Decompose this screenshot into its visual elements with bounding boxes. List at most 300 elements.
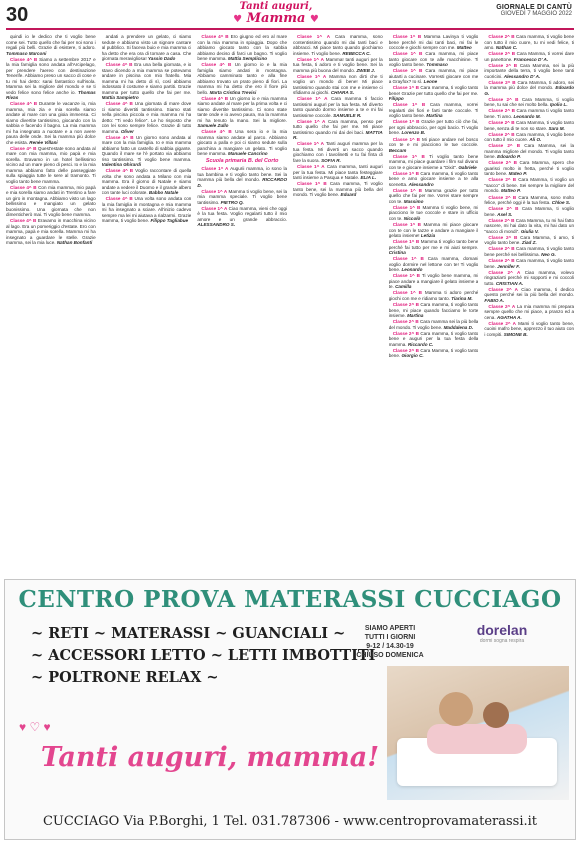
message-signature: SAMUELE R. bbox=[333, 112, 362, 118]
message-signature: Massimo bbox=[403, 198, 424, 204]
message-text: Cara mamma, ti voglio tanto bene e auguri per la tua festa della mamma. bbox=[388, 330, 479, 347]
class-label: Classe 2^ B bbox=[488, 160, 517, 166]
message-text: Mamma non dirti che ti voglio un mondo di bene! Mi piace tantissimo quando stai con me e insieme ci sfidiamo ai giochi. bbox=[293, 73, 383, 96]
message-signature: Sara M. bbox=[548, 125, 565, 131]
message-text: Un giorno sono andata al mare con la mia famiglia. Io e mia mamma abbiamo fatto un castello di sabbia gigante. Quando il mare se l'è portato via abbiamo riso tantissimo. Ti voglio bene mamma. bbox=[101, 134, 192, 162]
message bbox=[389, 119, 479, 136]
message-text: Eravamo in macchina vicino al lago. Era un pomeriggio d'estate. Ero con mamma, papà e mia sorella. Mamma mi ha insegnato a guardare le stelle. Grazie mamma, sei la mia luce. bbox=[6, 218, 96, 246]
message bbox=[389, 137, 479, 154]
message bbox=[484, 287, 574, 304]
opening-hours-line: TUTTI I GIORNI bbox=[364, 634, 416, 641]
class-label: Classe 1^ A bbox=[297, 141, 325, 147]
message bbox=[389, 348, 479, 359]
message-signature: Niccolò bbox=[403, 215, 421, 221]
message-signature: Alessandro bbox=[408, 181, 434, 187]
class-label: Classe 1^ B bbox=[392, 204, 421, 210]
message-text: Augurii mamma, io sono la tua bambina e ti voglio tanto bene. Sei la mamma più bella del mondo. bbox=[197, 166, 288, 183]
message-signature: Giorgio C. bbox=[401, 353, 424, 359]
message bbox=[484, 270, 574, 287]
heart-icon: ♥ bbox=[233, 14, 243, 25]
section-logo bbox=[216, 1, 336, 27]
class-label: Classe 1^ B bbox=[392, 51, 423, 57]
page-header bbox=[0, 0, 580, 30]
message bbox=[293, 119, 383, 141]
message-signature: Edoardo P. bbox=[497, 154, 521, 160]
message bbox=[197, 129, 287, 157]
message bbox=[6, 146, 96, 185]
class-label: Classe 1^ A bbox=[297, 56, 324, 62]
message bbox=[197, 166, 287, 188]
class-label: Classe 2^ B bbox=[488, 62, 518, 68]
class-label: Classe 1^ B bbox=[392, 256, 424, 262]
class-label: Classe 2^ B bbox=[488, 143, 521, 149]
message-text: Cara Mamma, ti adoro, sei la mamma più dolce del mondo. bbox=[484, 79, 575, 91]
class-label: Classe 2^ B bbox=[488, 246, 515, 252]
message-signature: Francesco D' A. bbox=[513, 56, 549, 62]
advertisement bbox=[4, 579, 576, 840]
message-text: Una volta sono andata con la mia famiglia in montagna e mia mamma mi ha insegnato a sciare. All'inizio cadevo sempre ma lei mi aiutava a rialzarmi. Grazie mamma, ti voglio bene. bbox=[101, 196, 192, 224]
message-text: Cara Mamma, spero che guarisci molto in fretta, perché ti voglio tanto bene. bbox=[484, 160, 575, 177]
message-signature: Oliver bbox=[120, 128, 134, 134]
message bbox=[389, 68, 479, 85]
hearts-decoration-icon: ♥ ♡ ♥ bbox=[19, 720, 51, 734]
message bbox=[389, 34, 479, 51]
message-text: andati a prendere un gelato, ci siamo sedute e abbiamo visto un signore cantare al pubblico. Si faceva buio e mia mamma ci ha detto che era ora di tornare a casa. Che giornata meravigliosa! bbox=[101, 34, 192, 61]
message-signature: Eduard bbox=[340, 192, 357, 198]
message-signature: Tiarina M. bbox=[451, 295, 473, 301]
message-signature: Riccardo C. bbox=[407, 341, 434, 347]
class-label: Classe 1^ B bbox=[392, 85, 419, 91]
ad-greeting: Tanti auguri, mamma! bbox=[40, 742, 380, 773]
message-signature: Renée Villani bbox=[29, 139, 58, 145]
message-text: Mamma ti voglio bene, sei la mia mamma speciale. Ti voglio bene tantissimo. bbox=[197, 188, 288, 205]
class-label: Classe 1^ B bbox=[297, 181, 327, 187]
message-signature: Tommaso Marconi bbox=[6, 50, 47, 56]
message bbox=[6, 34, 96, 56]
message bbox=[389, 239, 479, 256]
message-text: Grazie per tutto ciò che fai, per ogni abbraccio, per ogni bacio. Ti voglio bene. bbox=[388, 119, 479, 136]
logo-line-2-text: Mamma bbox=[246, 11, 306, 26]
class-label: Classe 1^ B bbox=[392, 153, 425, 159]
class-label: Classe 2^ B bbox=[488, 79, 516, 85]
person-shape bbox=[439, 692, 473, 726]
message-signature: Babbo Natale bbox=[148, 190, 179, 196]
class-label: Classe 2^ A bbox=[488, 269, 521, 275]
column-3 bbox=[197, 34, 287, 574]
message-text: Cara mamma, sono contentissimo quando mi dai tanti baci e abbracci. Mi piace tanto quando giochiamo insieme. Ti voglio bene. bbox=[293, 34, 383, 56]
message-signature: Nathan Bonfanti bbox=[56, 240, 93, 246]
message-signature: Martina bbox=[407, 313, 424, 318]
message-signature: Letizia bbox=[420, 233, 436, 239]
class-label: Classe 2^ B bbox=[392, 302, 419, 307]
message bbox=[389, 273, 479, 290]
message bbox=[484, 258, 574, 269]
class-label: Classe 1^ B bbox=[392, 119, 420, 125]
message-text: Mamma grazie per tutto quello che fai per me. Vorrei stare sempre con te. bbox=[388, 187, 479, 204]
message-signature: ELIA L. bbox=[360, 175, 377, 181]
message-text: Mamma ti voglio tanto bene perché fai tutto per me e mi aiuti sempre. bbox=[388, 239, 479, 250]
message-signature: Beccam bbox=[388, 147, 407, 153]
class-label: Classe 4^ B bbox=[10, 145, 37, 151]
message-text: Cara mamma, tanti auguri per la tua festa. Mi piace tanta festeggiare tanti insieme a Pasqua e Natale. bbox=[293, 164, 383, 181]
class-label: Classe 2^ B bbox=[488, 34, 515, 39]
message bbox=[197, 96, 287, 129]
newspaper-name: GIORNALE DI CANTÙ bbox=[496, 4, 572, 11]
message-text: Era una bella giornata, e io stavo dicendo a mia mamma se potevamo andare in piscina con mio fratello. Mia mamma mi ha detto di sì, così abbiamo indossato il costume e siamo partiti. Grazie mamma per tutto quello che fai per me. bbox=[101, 62, 192, 95]
class-label: Classe 2^ B bbox=[488, 234, 518, 240]
message-text: Cara Mamma, ti vorrei dare un panettone. bbox=[484, 51, 575, 62]
class-label: Classe 1^ A bbox=[297, 118, 326, 124]
message bbox=[197, 62, 287, 95]
class-label: Classe 4^ B bbox=[201, 34, 229, 39]
message-text: Cara Mamma, ti voglio bene. bbox=[484, 206, 575, 217]
class-label: Classe 1^ B bbox=[392, 102, 426, 108]
child-shape bbox=[483, 702, 509, 728]
message bbox=[102, 101, 192, 134]
message-text: Un giorno io e mia mamma siamo andate al mare per la prima volta e ci siamo divertite tantissimo. Ci sono state tante onde e io avevo paura, ma la mamma mi ha tenuto la mano. Sei la migliore. bbox=[197, 95, 288, 123]
message bbox=[197, 189, 287, 206]
header-divider bbox=[6, 28, 574, 30]
ad-category-line: ~ RETI ~ MATERASSI ~ GUANCIALI ~ bbox=[31, 625, 346, 642]
class-label: Classe 4^ B bbox=[201, 129, 232, 135]
class-label: Classe 2^ B bbox=[392, 319, 419, 325]
message-text: Ti voglio bene mamma, mi piace andare a mangiare il gelato insieme a te. bbox=[388, 273, 479, 290]
message-signature: ZWEB J. bbox=[356, 67, 375, 73]
message bbox=[293, 141, 383, 163]
message-text: Mamma! tanti auguri per la tua festa, ti adoro e ti voglio bene. Sei la mamma più buona del mondo. bbox=[293, 56, 383, 73]
message-signature: Marta Cristina Trevisi bbox=[209, 89, 257, 95]
message-text: Cara Mamma, ti voglio bene, tu sai che sei molto bella. bbox=[484, 96, 575, 108]
message-signature: Maddalena D. bbox=[443, 324, 474, 330]
message-signature: PIETRO Q. bbox=[220, 199, 244, 205]
message bbox=[484, 108, 574, 119]
ad-categories bbox=[31, 623, 376, 689]
class-label: Classe 1^ A bbox=[297, 164, 325, 170]
message-text: Ciao mamma, ti dedico questo perché sei la più bella del mondo. bbox=[484, 286, 575, 298]
class-label: Classe 4^ B bbox=[10, 218, 37, 224]
message-text: Con mia mamma, mio papà e mia sorella siamo andati in Trentino a fare un giro in montagna. Abbiamo visto un lago bellissimo e mangiato un gelato buonissimo. Una giornata che non dimenticherò mai. Ti voglio bene mamma. bbox=[6, 184, 96, 218]
class-label: Classe 4^ B bbox=[201, 95, 229, 101]
message bbox=[484, 120, 574, 131]
message bbox=[293, 181, 383, 198]
class-label: Classe 4^ B bbox=[201, 62, 232, 68]
message-text: Mamma ti adoro perché giochi con me e ridiamo tanto. bbox=[388, 290, 479, 301]
message-signature: Neo G. bbox=[541, 251, 556, 257]
message bbox=[484, 160, 574, 177]
column-5 bbox=[389, 34, 479, 574]
message-signature: Gabriele bbox=[458, 164, 477, 170]
message bbox=[484, 177, 574, 194]
message-signature: Tommaso bbox=[426, 62, 448, 68]
ad-category-line: ~ POLTRONE RELAX ~ bbox=[31, 669, 219, 686]
message bbox=[197, 206, 287, 228]
class-label: Classe 4^ B bbox=[105, 134, 134, 140]
ad-category-line: ~ ACCESSORI LETTO ~ LETTI IMBOTTITI bbox=[31, 647, 376, 664]
logo-line-2 bbox=[216, 12, 336, 26]
message-signature: Leonardo M. bbox=[513, 113, 541, 119]
family-photo bbox=[387, 666, 569, 800]
message-text: Cara mamma, mi piace aiutarti a cucinare. Vorresti giocare con me a Grayfox? Io sì. bbox=[388, 68, 479, 85]
class-label: Classe 1^ A bbox=[201, 205, 228, 211]
message-text: Ciao mamma, vieni che oggi è la tua festa. Voglio regalarti tutto il mio amore e un grande abbraccio. bbox=[197, 205, 288, 222]
message-signature: Axel S. bbox=[497, 211, 513, 217]
message bbox=[484, 34, 574, 51]
message-text: Quest'estate sono andata al mare con mia mamma, mio papà e mia sorella. Eravamo in un hotel bellissimo vicino ad un mare pieno di pesci. Io e la mia mamma abbiamo fatto delle passeggiate sulla spiaggia tutte le sere al tramonto. Ti voglio tanto bene mamma. bbox=[6, 145, 96, 184]
message bbox=[389, 188, 479, 205]
message bbox=[102, 34, 192, 62]
message bbox=[484, 218, 574, 235]
message-text: quindi io le dedico che ti voglio bene come sei. Tutto quello che fai per noi sono i regali più belli. Grazie di esistere, ti adoro. bbox=[6, 34, 96, 50]
class-label: Classe 2^ B bbox=[488, 108, 515, 114]
message-text: Mi piace andare nel bosco con te e mi piacciono le tue coccole. bbox=[388, 136, 479, 148]
message-text: Mamma Lavinya ti voglio bene perché mi dai tanti baci, mi fai le coccole e giochi sempre con me. bbox=[388, 34, 479, 50]
message-signature: Matteo bbox=[456, 45, 472, 50]
message-signature: REBECCA C. bbox=[342, 50, 371, 56]
class-label: Classe 1^ B bbox=[392, 273, 420, 279]
message-text: Cara Mamma, ti voglio tanto bene, senza di te non so stare. bbox=[484, 120, 575, 131]
message bbox=[484, 132, 574, 143]
message bbox=[484, 246, 574, 257]
message bbox=[293, 34, 383, 56]
message-signature: Ipolio L. bbox=[550, 102, 568, 108]
class-label: Classe 4^ B bbox=[105, 62, 133, 68]
message bbox=[484, 143, 574, 160]
message-signature: Leonardo bbox=[401, 267, 423, 273]
message-text: Durante le vacanze io, mia mamma, mia zia e mia sorella siamo andate al mare con una gioia immensa. Ci siamo divertite tantissimo, giocando con la sabbia e facendo il bagno. La mia mamma mi ha insegnato a nuotare e a non avere paura delle onde. Sei la mamma più dolce che esista. bbox=[6, 101, 96, 145]
message-text: Mami ti voglio tanto bene, cuoini mafro bene, apprezzo il tuo aiuto con i compiti. bbox=[484, 320, 575, 337]
message-signature: CHIARA S. bbox=[330, 90, 355, 96]
message-text: Cara mamma, ti voglio tanto bene! Grazie per tutto quello che fai per me. bbox=[388, 85, 479, 96]
message-signature: Yassin Dado bbox=[147, 56, 176, 61]
message-text: Cara Mamma, sono molto felice, perché oggi è la tua festa. bbox=[484, 194, 575, 206]
message-signature: Ali O. bbox=[529, 137, 542, 143]
message-text: Cara Mamma, tu mi hai fatto nascere, mi hai dato la vita, mi hai dato un "sacco di mondi". bbox=[484, 217, 575, 234]
message-text: La mia mamma mi prepara sempre quello che mi piace, a pranzo ed a cena. bbox=[484, 303, 575, 320]
class-label: Classe 4^ B bbox=[10, 184, 37, 190]
message-text: Cara mamma, Ti voglio tanto bene, sei la mamma più bella del mondo. Ti voglio bene. bbox=[293, 181, 383, 198]
message bbox=[102, 62, 192, 101]
column-4 bbox=[293, 34, 383, 574]
message-signature: SIMONE B. bbox=[503, 331, 528, 337]
message-text: Cara mamma, domani voglio dormire nel lettone con te! Ti voglio bene. bbox=[388, 256, 479, 273]
message-text: Cara mamma, ti voglio tanto bene. bbox=[484, 258, 575, 269]
message-signature: Leone bbox=[423, 79, 438, 85]
newspaper-masthead bbox=[496, 4, 572, 17]
message bbox=[389, 319, 479, 330]
brand-logo bbox=[437, 622, 567, 644]
message-signature: Cristina bbox=[388, 250, 406, 256]
message bbox=[389, 154, 479, 171]
message bbox=[484, 321, 574, 338]
message-text: Mamma ti voglio bene, mi piacciono le tue coccole e stare in ufficio con te. bbox=[388, 204, 479, 221]
heart-icon: ♥ bbox=[309, 14, 319, 25]
message-signature: Valentina Ghirardi bbox=[101, 162, 142, 168]
message bbox=[389, 205, 479, 222]
class-label: Classe 2^ B bbox=[488, 51, 516, 57]
message-text: Una sera io e la mia mamma siamo andate al parco. Abbiamo giocato a palla e poi ci siamo sedute sulla panchina a mangiare un gelato. Ti voglio bene mamma. bbox=[197, 129, 288, 157]
message-signature: Jennifer F. bbox=[497, 263, 520, 269]
class-label: Classe 4^ B bbox=[105, 196, 133, 202]
message bbox=[389, 51, 479, 68]
class-label: Classe 1^ B bbox=[392, 239, 420, 245]
class-label: Classe 2^ B bbox=[488, 217, 515, 223]
brand-name: dorelan bbox=[476, 622, 528, 638]
class-label: Classe 1^ B bbox=[392, 187, 422, 193]
message bbox=[293, 74, 383, 96]
message-text: Ciao mamma, volevo ringraziarti perché mi sopporti e mi coccoli tutto. bbox=[484, 269, 575, 286]
class-label: Classe 1^ A bbox=[297, 73, 327, 79]
class-label: Classe 1^ B bbox=[392, 34, 422, 39]
message bbox=[197, 34, 287, 62]
message bbox=[389, 290, 479, 301]
message-signature: Camilla bbox=[395, 284, 412, 290]
blanket-shape bbox=[427, 724, 527, 754]
column-6 bbox=[484, 34, 574, 574]
message bbox=[389, 85, 479, 102]
message-signature: Manuele Cancrino bbox=[228, 151, 268, 157]
ad-contact-footer: CUCCIAGO Via P.Borghi, 1 Tel. 031.787306 - www.centroprovamaterassi.it bbox=[42, 814, 538, 829]
message bbox=[6, 101, 96, 145]
message bbox=[389, 102, 479, 119]
message-signature: FABIO A. bbox=[484, 297, 505, 303]
class-label: Classe 2^ B bbox=[488, 120, 515, 126]
message-text: Cara mamma, penso per tutto quello che fai per me. Mi piace tantissimo quando mi dai dei baci. bbox=[293, 118, 383, 135]
class-label: Classe 2^ B bbox=[392, 330, 419, 336]
class-label: Classe 4^ B bbox=[10, 56, 38, 62]
message-text: Siamo a settembre 2017 e la mia famiglia sono andata all'Arcipelago, per prendere l'aereo con destinazione Tenerife. Abbiamo preso un sacco di cose e tu mi hai detto: sarai fantastico sull'isola. Mamma sei la migliore del mondo e se ti vedo felice sono felice anche io. bbox=[6, 56, 96, 95]
message-text: Cara mamma sei la più bella del mondo. Ti voglio bene. bbox=[388, 319, 479, 330]
message-text: Cara mamma, ti voglio tanto bene e amo giocare insieme a te alla scenetta. bbox=[388, 170, 479, 187]
message bbox=[102, 135, 192, 168]
message-text: Cara mamma, mi piace tanto giocare con te alle macchinine. Ti voglio tanto bene. bbox=[388, 51, 479, 68]
message bbox=[389, 331, 479, 348]
issue-date: GIOVEDÌ 7 MAGGIO 2022 bbox=[500, 11, 572, 17]
message bbox=[484, 235, 574, 246]
message bbox=[484, 80, 574, 97]
message bbox=[484, 206, 574, 217]
message bbox=[6, 185, 96, 218]
class-label: Classe 1^ B bbox=[392, 290, 422, 296]
message bbox=[102, 168, 192, 196]
message-signature: Thomas Rivas bbox=[6, 89, 96, 101]
message-text: Mamma mi piace giocare con te con le tazze e andare a mangiare il gelato insieme! bbox=[388, 222, 479, 239]
message bbox=[484, 51, 574, 62]
message-text: Cara mamma ti faccio tantissimi auguri per la tua festa. Mi diverto tanto quando dormo insieme a te e mi fai tantissime coccole. bbox=[293, 96, 383, 118]
class-label: Classe 2^ B bbox=[488, 194, 517, 200]
message-signature: Giulia V. bbox=[520, 228, 539, 234]
message bbox=[484, 97, 574, 108]
class-label: Classe 2^ B bbox=[488, 206, 519, 212]
column-1 bbox=[6, 34, 96, 574]
message-signature: Ziad Z. bbox=[521, 240, 537, 246]
message bbox=[389, 256, 479, 273]
message-text: Una giornata di mare dove ci siamo divertiti tantissimo. Siamo stati nella piscina piccola e mia mamma mi ha detto: "Ti vedo felice". Le ho risposto che con lei sono sempre felice. Grazie di tutto mamma. bbox=[101, 101, 192, 134]
message-signature: Edoardo G. bbox=[484, 85, 575, 96]
message-text: Voglio raccontare di quella volta che sono andata a Milano con mia mamma. Era il giorno di Natale e siamo andate a vedere il Duomo e il grande albero con tante luci colorate. bbox=[101, 168, 192, 196]
class-label: Classe 4^ B bbox=[10, 101, 38, 107]
opening-hours bbox=[353, 624, 427, 660]
message-signature: Lorenzo B. bbox=[401, 130, 426, 136]
message-text: Cara Mamma, sei la più importante della terra, ti voglio bene tanti cuoricini. bbox=[484, 62, 575, 79]
class-label: Classe 4^ B bbox=[105, 168, 134, 174]
message-signature: Nathan C. bbox=[495, 45, 518, 50]
opening-hours-line: SIAMO APERTI bbox=[364, 625, 416, 632]
message-signature: ALESSANDRO S. bbox=[197, 222, 236, 228]
message bbox=[102, 196, 192, 224]
message bbox=[293, 57, 383, 74]
class-label: Classe 1^ B bbox=[392, 222, 421, 228]
message bbox=[484, 304, 574, 321]
message-text: Cara Mamma, ti amo, ti voglio tanto bene. bbox=[484, 234, 575, 246]
message-signature: Mateo P. bbox=[508, 171, 527, 177]
page-number: 30 bbox=[6, 4, 29, 26]
class-label: Classe 2^ A bbox=[488, 320, 516, 326]
message bbox=[484, 195, 574, 206]
column-2 bbox=[102, 34, 192, 574]
article-columns bbox=[6, 34, 574, 574]
message-text: Cara mamma ti voglio tanto bene. Ti amo. bbox=[484, 108, 575, 119]
class-label: Classe 2^ B bbox=[488, 258, 515, 263]
message-text: Cara Mamma, ti voglio tanto bene. bbox=[388, 347, 479, 359]
message-signature: MATTIA R. bbox=[293, 129, 383, 141]
class-label: Classe 1^ B bbox=[392, 68, 423, 74]
brand-tagline: dormi sogna respira bbox=[479, 638, 525, 644]
message-text: Cara mamma, ti voglio tanto bene, mi piace quando facciamo le torte insieme. bbox=[388, 302, 479, 318]
message-signature: RICCARDO D. bbox=[197, 177, 288, 188]
class-label: Classe 1^ A bbox=[297, 34, 331, 39]
class-label: Classe 1^ A bbox=[201, 166, 229, 172]
message bbox=[389, 171, 479, 188]
message-signature: Samuele Zullo bbox=[197, 123, 229, 129]
message-text: Cara mamma, ti voglio bene con tutto il mio cuore, tu mi vedi felice, ti amo. bbox=[484, 34, 575, 50]
school-subheading: Scuola primaria B. del Corto bbox=[205, 157, 279, 164]
message-signature: Alessandro D' A. bbox=[503, 73, 541, 79]
message-signature: Martina bbox=[426, 113, 443, 119]
message-text: Tanti auguri mamma per la tua festa. Mi diverti un sacco quando giochiamo con i tavolinetti e tu fai finta di fare la suora. bbox=[293, 141, 383, 163]
class-label: Classe 2^ A bbox=[488, 303, 516, 309]
message bbox=[293, 164, 383, 181]
message-signature: CRISTIAN A. bbox=[495, 280, 524, 286]
opening-hours-line: 9-12 / 14.30-19 bbox=[366, 643, 414, 650]
message-signature: SOFIA R. bbox=[321, 157, 341, 163]
message-signature: Chloe S. bbox=[551, 200, 571, 206]
message-signature: Filippo Tagliabue bbox=[150, 218, 189, 224]
message bbox=[293, 96, 383, 118]
message-signature: AGATHA A. bbox=[496, 314, 522, 320]
class-label: Classe 2^ B bbox=[488, 131, 515, 137]
message-text: Cara mamma, ti voglio bene con tutto il mio cuore. bbox=[484, 131, 575, 143]
class-label: Classe 4^ B bbox=[105, 101, 133, 107]
message bbox=[6, 218, 96, 246]
message-signature: Mattia Semplicino bbox=[228, 56, 268, 61]
message bbox=[6, 57, 96, 101]
message-signature: Mattia Sampietro bbox=[101, 95, 139, 101]
ad-title: CENTRO PROVA MATERASSI CUCCIAGO bbox=[18, 586, 562, 613]
class-label: Classe 2^ A bbox=[488, 286, 518, 292]
opening-hours-line: CHIUSO DOMENICA bbox=[356, 652, 424, 659]
class-label: Classe 2^ B bbox=[488, 96, 519, 102]
message-signature: Filippo bbox=[388, 96, 404, 102]
message-text: Cara mamma, ti voglio tanto bene perché sei bellissima. bbox=[484, 246, 575, 257]
message-text: Cara Mamma, sei la mamma migliore del mondo. Ti voglio tanto bene. bbox=[484, 143, 575, 160]
message bbox=[484, 63, 574, 80]
message-signature: Matteo P. bbox=[500, 188, 521, 194]
message-text: Cara Mamma, ti voglio un "sacco" di bene. Sei sempre la migliore del mondo. bbox=[484, 177, 575, 194]
class-label: Classe 2^ B bbox=[488, 177, 517, 183]
message-text: Un giorno io e la mia famiglia siamo andati in montagna. Abbiamo camminato tanto e alla fine abbiamo trovato un prato pieno di fiori. La mamma mi ha detto che ero il fiore più bello. bbox=[197, 62, 288, 95]
message bbox=[389, 222, 479, 239]
class-label: Classe 1^ B bbox=[392, 136, 420, 142]
